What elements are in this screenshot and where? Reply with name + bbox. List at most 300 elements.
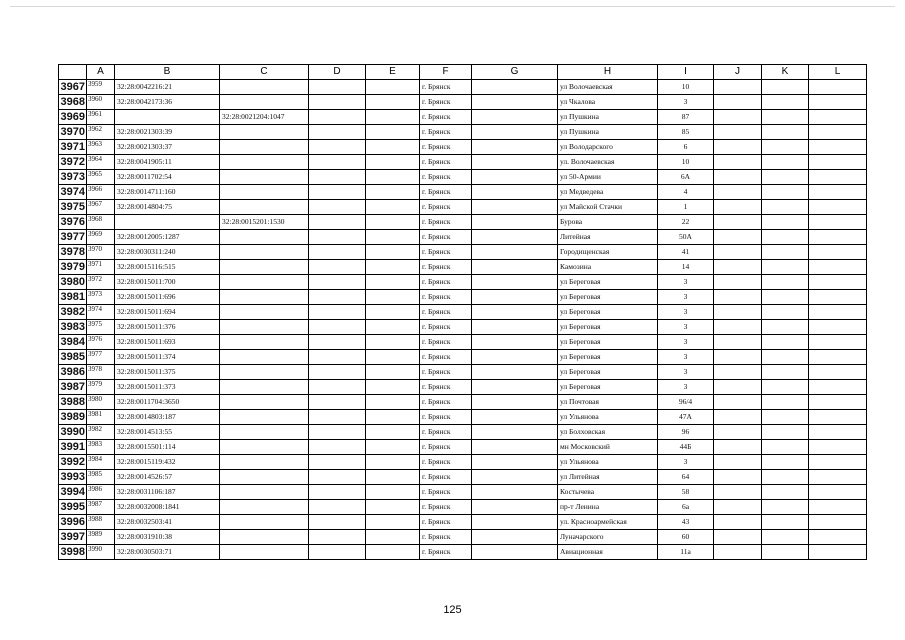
cell-h[interactable]: ул Береговая — [558, 320, 658, 335]
cell-e[interactable] — [366, 215, 420, 230]
cell-k[interactable] — [762, 485, 809, 500]
cell-j[interactable] — [714, 545, 762, 560]
cell-j[interactable] — [714, 80, 762, 95]
cell-j[interactable] — [714, 455, 762, 470]
cell-d[interactable] — [309, 245, 366, 260]
cell-b[interactable]: 32:28:0015116:515 — [115, 260, 220, 275]
cell-l[interactable] — [809, 425, 867, 440]
cell-c[interactable] — [220, 380, 309, 395]
cell-h[interactable]: ул Береговая — [558, 335, 658, 350]
cell-j[interactable] — [714, 410, 762, 425]
cell-g[interactable] — [472, 335, 558, 350]
cell-k[interactable] — [762, 440, 809, 455]
cell-a[interactable]: 3961 — [87, 110, 115, 125]
cell-j[interactable] — [714, 110, 762, 125]
row-number[interactable]: 3970 — [59, 125, 87, 140]
cell-c[interactable] — [220, 500, 309, 515]
cell-f[interactable]: г. Брянск — [420, 455, 472, 470]
column-header-e[interactable]: E — [366, 65, 420, 80]
cell-j[interactable] — [714, 365, 762, 380]
cell-h[interactable]: ул Береговая — [558, 290, 658, 305]
row-number[interactable]: 3993 — [59, 470, 87, 485]
cell-f[interactable]: г. Брянск — [420, 245, 472, 260]
row-number[interactable]: 3989 — [59, 410, 87, 425]
cell-b[interactable]: 32:28:0015011:693 — [115, 335, 220, 350]
cell-b[interactable]: 32:28:0015011:373 — [115, 380, 220, 395]
cell-b[interactable]: 32:28:0011704:3650 — [115, 395, 220, 410]
cell-l[interactable] — [809, 350, 867, 365]
cell-h[interactable]: Литейная — [558, 230, 658, 245]
cell-d[interactable] — [309, 230, 366, 245]
cell-k[interactable] — [762, 290, 809, 305]
cell-e[interactable] — [366, 455, 420, 470]
cell-i[interactable]: 87 — [658, 110, 714, 125]
cell-f[interactable]: г. Брянск — [420, 500, 472, 515]
cell-j[interactable] — [714, 140, 762, 155]
cell-c[interactable]: 32:28:0015201:1530 — [220, 215, 309, 230]
cell-j[interactable] — [714, 440, 762, 455]
cell-h[interactable]: ул. Красноармейская — [558, 515, 658, 530]
cell-h[interactable]: ул. Волочаевская — [558, 155, 658, 170]
cell-j[interactable] — [714, 350, 762, 365]
cell-l[interactable] — [809, 230, 867, 245]
cell-f[interactable]: г. Брянск — [420, 380, 472, 395]
row-number[interactable]: 3998 — [59, 545, 87, 560]
cell-h[interactable]: ул Литейная — [558, 470, 658, 485]
cell-i[interactable]: 6а — [658, 500, 714, 515]
cell-h[interactable]: Авиационная — [558, 545, 658, 560]
row-number[interactable]: 3979 — [59, 260, 87, 275]
cell-d[interactable] — [309, 515, 366, 530]
cell-a[interactable]: 3975 — [87, 320, 115, 335]
cell-c[interactable] — [220, 440, 309, 455]
cell-e[interactable] — [366, 155, 420, 170]
cell-f[interactable]: г. Брянск — [420, 185, 472, 200]
cell-i[interactable]: 3 — [658, 335, 714, 350]
cell-i[interactable]: 58 — [658, 485, 714, 500]
cell-j[interactable] — [714, 200, 762, 215]
cell-a[interactable]: 3990 — [87, 545, 115, 560]
column-header-k[interactable]: K — [762, 65, 809, 80]
cell-j[interactable] — [714, 275, 762, 290]
cell-h[interactable]: ул Береговая — [558, 350, 658, 365]
cell-k[interactable] — [762, 140, 809, 155]
cell-e[interactable] — [366, 140, 420, 155]
cell-l[interactable] — [809, 290, 867, 305]
cell-c[interactable] — [220, 335, 309, 350]
cell-f[interactable]: г. Брянск — [420, 515, 472, 530]
cell-h[interactable]: ул Береговая — [558, 305, 658, 320]
cell-b[interactable] — [115, 110, 220, 125]
cell-d[interactable] — [309, 305, 366, 320]
cell-k[interactable] — [762, 365, 809, 380]
row-number[interactable]: 3967 — [59, 80, 87, 95]
cell-f[interactable]: г. Брянск — [420, 425, 472, 440]
cell-l[interactable] — [809, 410, 867, 425]
cell-c[interactable] — [220, 80, 309, 95]
cell-d[interactable] — [309, 455, 366, 470]
row-number[interactable]: 3968 — [59, 95, 87, 110]
cell-a[interactable]: 3976 — [87, 335, 115, 350]
row-number[interactable]: 3978 — [59, 245, 87, 260]
row-number[interactable]: 3992 — [59, 455, 87, 470]
row-number[interactable]: 3969 — [59, 110, 87, 125]
cell-d[interactable] — [309, 80, 366, 95]
cell-l[interactable] — [809, 485, 867, 500]
cell-j[interactable] — [714, 485, 762, 500]
row-number[interactable]: 3987 — [59, 380, 87, 395]
cell-h[interactable]: ул Чкалова — [558, 95, 658, 110]
cell-g[interactable] — [472, 215, 558, 230]
cell-c[interactable] — [220, 425, 309, 440]
cell-d[interactable] — [309, 350, 366, 365]
cell-k[interactable] — [762, 245, 809, 260]
row-number[interactable]: 3996 — [59, 515, 87, 530]
cell-g[interactable] — [472, 80, 558, 95]
cell-e[interactable] — [366, 170, 420, 185]
cell-l[interactable] — [809, 335, 867, 350]
cell-d[interactable] — [309, 365, 366, 380]
cell-c[interactable] — [220, 155, 309, 170]
cell-i[interactable]: 3 — [658, 350, 714, 365]
cell-i[interactable]: 43 — [658, 515, 714, 530]
cell-f[interactable]: г. Брянск — [420, 530, 472, 545]
cell-e[interactable] — [366, 515, 420, 530]
cell-f[interactable]: г. Брянск — [420, 290, 472, 305]
cell-b[interactable]: 32:28:0042216:21 — [115, 80, 220, 95]
cell-a[interactable]: 3964 — [87, 155, 115, 170]
cell-c[interactable] — [220, 410, 309, 425]
cell-k[interactable] — [762, 380, 809, 395]
cell-d[interactable] — [309, 140, 366, 155]
cell-h[interactable]: ул Пушкина — [558, 125, 658, 140]
cell-f[interactable]: г. Брянск — [420, 485, 472, 500]
cell-k[interactable] — [762, 200, 809, 215]
cell-g[interactable] — [472, 155, 558, 170]
cell-e[interactable] — [366, 80, 420, 95]
cell-i[interactable]: 3 — [658, 95, 714, 110]
cell-j[interactable] — [714, 230, 762, 245]
cell-i[interactable]: 10 — [658, 155, 714, 170]
cell-j[interactable] — [714, 305, 762, 320]
row-number[interactable]: 3990 — [59, 425, 87, 440]
row-number[interactable]: 3988 — [59, 395, 87, 410]
cell-e[interactable] — [366, 380, 420, 395]
cell-f[interactable]: г. Брянск — [420, 170, 472, 185]
cell-b[interactable]: 32:28:0030503:71 — [115, 545, 220, 560]
cell-b[interactable]: 32:28:0015011:374 — [115, 350, 220, 365]
cell-i[interactable]: 22 — [658, 215, 714, 230]
cell-f[interactable]: г. Брянск — [420, 410, 472, 425]
cell-h[interactable]: ул Медведева — [558, 185, 658, 200]
cell-g[interactable] — [472, 500, 558, 515]
cell-a[interactable]: 3968 — [87, 215, 115, 230]
cell-a[interactable]: 3966 — [87, 185, 115, 200]
cell-g[interactable] — [472, 185, 558, 200]
cell-c[interactable] — [220, 305, 309, 320]
cell-i[interactable]: 3 — [658, 380, 714, 395]
cell-d[interactable] — [309, 125, 366, 140]
cell-f[interactable]: г. Брянск — [420, 545, 472, 560]
cell-g[interactable] — [472, 395, 558, 410]
cell-e[interactable] — [366, 260, 420, 275]
cell-g[interactable] — [472, 95, 558, 110]
cell-i[interactable]: 3 — [658, 305, 714, 320]
cell-a[interactable]: 3960 — [87, 95, 115, 110]
column-header-c[interactable]: C — [220, 65, 309, 80]
cell-j[interactable] — [714, 245, 762, 260]
column-header-i[interactable]: I — [658, 65, 714, 80]
cell-e[interactable] — [366, 365, 420, 380]
cell-d[interactable] — [309, 110, 366, 125]
cell-j[interactable] — [714, 500, 762, 515]
cell-f[interactable]: г. Брянск — [420, 365, 472, 380]
cell-i[interactable]: 64 — [658, 470, 714, 485]
cell-g[interactable] — [472, 410, 558, 425]
cell-c[interactable] — [220, 530, 309, 545]
cell-k[interactable] — [762, 110, 809, 125]
row-number[interactable]: 3972 — [59, 155, 87, 170]
cell-d[interactable] — [309, 200, 366, 215]
cell-a[interactable]: 3962 — [87, 125, 115, 140]
cell-e[interactable] — [366, 125, 420, 140]
cell-j[interactable] — [714, 395, 762, 410]
cell-b[interactable]: 32:28:0015011:694 — [115, 305, 220, 320]
cell-f[interactable]: г. Брянск — [420, 215, 472, 230]
cell-h[interactable]: ул Береговая — [558, 365, 658, 380]
cell-a[interactable]: 3989 — [87, 530, 115, 545]
cell-e[interactable] — [366, 245, 420, 260]
cell-a[interactable]: 3988 — [87, 515, 115, 530]
cell-l[interactable] — [809, 500, 867, 515]
cell-c[interactable] — [220, 95, 309, 110]
cell-a[interactable]: 3973 — [87, 290, 115, 305]
cell-b[interactable]: 32:28:0015501:114 — [115, 440, 220, 455]
row-number[interactable]: 3982 — [59, 305, 87, 320]
row-number[interactable]: 3980 — [59, 275, 87, 290]
cell-g[interactable] — [472, 140, 558, 155]
cell-a[interactable]: 3967 — [87, 200, 115, 215]
cell-g[interactable] — [472, 515, 558, 530]
cell-h[interactable]: ул Володарского — [558, 140, 658, 155]
cell-e[interactable] — [366, 95, 420, 110]
cell-a[interactable]: 3970 — [87, 245, 115, 260]
cell-i[interactable]: 4 — [658, 185, 714, 200]
cell-i[interactable]: 6А — [658, 170, 714, 185]
cell-f[interactable]: г. Брянск — [420, 125, 472, 140]
cell-g[interactable] — [472, 485, 558, 500]
cell-e[interactable] — [366, 350, 420, 365]
cell-j[interactable] — [714, 335, 762, 350]
cell-f[interactable]: г. Брянск — [420, 320, 472, 335]
cell-e[interactable] — [366, 500, 420, 515]
cell-b[interactable]: 32:28:0014803:187 — [115, 410, 220, 425]
cell-f[interactable]: г. Брянск — [420, 230, 472, 245]
cell-b[interactable] — [115, 215, 220, 230]
row-number[interactable]: 3984 — [59, 335, 87, 350]
cell-h[interactable]: Луначарского — [558, 530, 658, 545]
row-number[interactable]: 3985 — [59, 350, 87, 365]
cell-k[interactable] — [762, 410, 809, 425]
row-number[interactable]: 3973 — [59, 170, 87, 185]
cell-a[interactable]: 3969 — [87, 230, 115, 245]
cell-k[interactable] — [762, 260, 809, 275]
cell-k[interactable] — [762, 350, 809, 365]
cell-h[interactable]: мн Московский — [558, 440, 658, 455]
cell-c[interactable] — [220, 545, 309, 560]
cell-j[interactable] — [714, 425, 762, 440]
cell-l[interactable] — [809, 515, 867, 530]
cell-e[interactable] — [366, 335, 420, 350]
cell-a[interactable]: 3986 — [87, 485, 115, 500]
row-number[interactable]: 3994 — [59, 485, 87, 500]
cell-b[interactable]: 32:28:0015011:696 — [115, 290, 220, 305]
column-header-h[interactable]: H — [558, 65, 658, 80]
column-header-f[interactable]: F — [420, 65, 472, 80]
cell-e[interactable] — [366, 320, 420, 335]
cell-d[interactable] — [309, 470, 366, 485]
cell-l[interactable] — [809, 110, 867, 125]
cell-h[interactable]: Городищенская — [558, 245, 658, 260]
cell-h[interactable]: ул Береговая — [558, 275, 658, 290]
cell-c[interactable] — [220, 140, 309, 155]
cell-l[interactable] — [809, 440, 867, 455]
cell-i[interactable]: 11а — [658, 545, 714, 560]
row-number[interactable]: 3975 — [59, 200, 87, 215]
cell-e[interactable] — [366, 230, 420, 245]
cell-f[interactable]: г. Брянск — [420, 335, 472, 350]
cell-d[interactable] — [309, 170, 366, 185]
cell-k[interactable] — [762, 155, 809, 170]
cell-a[interactable]: 3972 — [87, 275, 115, 290]
cell-j[interactable] — [714, 320, 762, 335]
cell-c[interactable] — [220, 125, 309, 140]
cell-b[interactable]: 32:28:0032503:41 — [115, 515, 220, 530]
cell-b[interactable]: 32:28:0032008:1841 — [115, 500, 220, 515]
cell-l[interactable] — [809, 125, 867, 140]
cell-e[interactable] — [366, 200, 420, 215]
cell-h[interactable]: ул 50-Армии — [558, 170, 658, 185]
cell-h[interactable]: ул Ульянова — [558, 455, 658, 470]
cell-l[interactable] — [809, 455, 867, 470]
cell-c[interactable] — [220, 350, 309, 365]
cell-e[interactable] — [366, 275, 420, 290]
cell-c[interactable] — [220, 470, 309, 485]
cell-f[interactable]: г. Брянск — [420, 200, 472, 215]
cell-c[interactable] — [220, 365, 309, 380]
cell-j[interactable] — [714, 155, 762, 170]
cell-h[interactable]: ул Ульянова — [558, 410, 658, 425]
cell-f[interactable]: г. Брянск — [420, 80, 472, 95]
cell-i[interactable]: 44Б — [658, 440, 714, 455]
cell-i[interactable]: 3 — [658, 320, 714, 335]
cell-k[interactable] — [762, 275, 809, 290]
cell-l[interactable] — [809, 260, 867, 275]
cell-k[interactable] — [762, 185, 809, 200]
cell-i[interactable]: 47А — [658, 410, 714, 425]
cell-l[interactable] — [809, 320, 867, 335]
cell-j[interactable] — [714, 260, 762, 275]
cell-k[interactable] — [762, 320, 809, 335]
cell-i[interactable]: 96 — [658, 425, 714, 440]
cell-f[interactable]: г. Брянск — [420, 440, 472, 455]
cell-k[interactable] — [762, 95, 809, 110]
cell-e[interactable] — [366, 530, 420, 545]
cell-c[interactable] — [220, 320, 309, 335]
cell-g[interactable] — [472, 455, 558, 470]
cell-g[interactable] — [472, 170, 558, 185]
cell-a[interactable]: 3959 — [87, 80, 115, 95]
column-header-d[interactable]: D — [309, 65, 366, 80]
cell-a[interactable]: 3977 — [87, 350, 115, 365]
cell-l[interactable] — [809, 275, 867, 290]
cell-f[interactable]: г. Брянск — [420, 155, 472, 170]
cell-g[interactable] — [472, 380, 558, 395]
cell-l[interactable] — [809, 395, 867, 410]
cell-k[interactable] — [762, 230, 809, 245]
cell-c[interactable] — [220, 275, 309, 290]
cell-l[interactable] — [809, 365, 867, 380]
cell-g[interactable] — [472, 320, 558, 335]
cell-k[interactable] — [762, 80, 809, 95]
cell-k[interactable] — [762, 335, 809, 350]
cell-c[interactable] — [220, 245, 309, 260]
cell-h[interactable]: Камозина — [558, 260, 658, 275]
cell-e[interactable] — [366, 485, 420, 500]
cell-b[interactable]: 32:28:0011702:54 — [115, 170, 220, 185]
cell-k[interactable] — [762, 545, 809, 560]
cell-d[interactable] — [309, 530, 366, 545]
cell-g[interactable] — [472, 545, 558, 560]
cell-b[interactable]: 32:28:0014804:75 — [115, 200, 220, 215]
cell-g[interactable] — [472, 440, 558, 455]
cell-l[interactable] — [809, 380, 867, 395]
row-number[interactable]: 3971 — [59, 140, 87, 155]
cell-e[interactable] — [366, 425, 420, 440]
cell-h[interactable]: ул Волочаевская — [558, 80, 658, 95]
cell-k[interactable] — [762, 425, 809, 440]
cell-g[interactable] — [472, 305, 558, 320]
cell-c[interactable] — [220, 200, 309, 215]
cell-g[interactable] — [472, 125, 558, 140]
cell-l[interactable] — [809, 170, 867, 185]
cell-h[interactable]: Костычева — [558, 485, 658, 500]
cell-i[interactable]: 3 — [658, 455, 714, 470]
cell-d[interactable] — [309, 95, 366, 110]
cell-d[interactable] — [309, 440, 366, 455]
cell-a[interactable]: 3987 — [87, 500, 115, 515]
cell-l[interactable] — [809, 305, 867, 320]
cell-l[interactable] — [809, 215, 867, 230]
cell-j[interactable] — [714, 290, 762, 305]
cell-k[interactable] — [762, 215, 809, 230]
cell-e[interactable] — [366, 470, 420, 485]
cell-g[interactable] — [472, 245, 558, 260]
cell-j[interactable] — [714, 185, 762, 200]
cell-d[interactable] — [309, 290, 366, 305]
cell-b[interactable]: 32:28:0031910:38 — [115, 530, 220, 545]
cell-k[interactable] — [762, 500, 809, 515]
cell-a[interactable]: 3978 — [87, 365, 115, 380]
cell-l[interactable] — [809, 245, 867, 260]
cell-c[interactable] — [220, 185, 309, 200]
cell-l[interactable] — [809, 95, 867, 110]
cell-f[interactable]: г. Брянск — [420, 95, 472, 110]
cell-c[interactable] — [220, 260, 309, 275]
cell-b[interactable]: 32:28:0014513:55 — [115, 425, 220, 440]
cell-k[interactable] — [762, 455, 809, 470]
cell-b[interactable]: 32:28:0015119:432 — [115, 455, 220, 470]
